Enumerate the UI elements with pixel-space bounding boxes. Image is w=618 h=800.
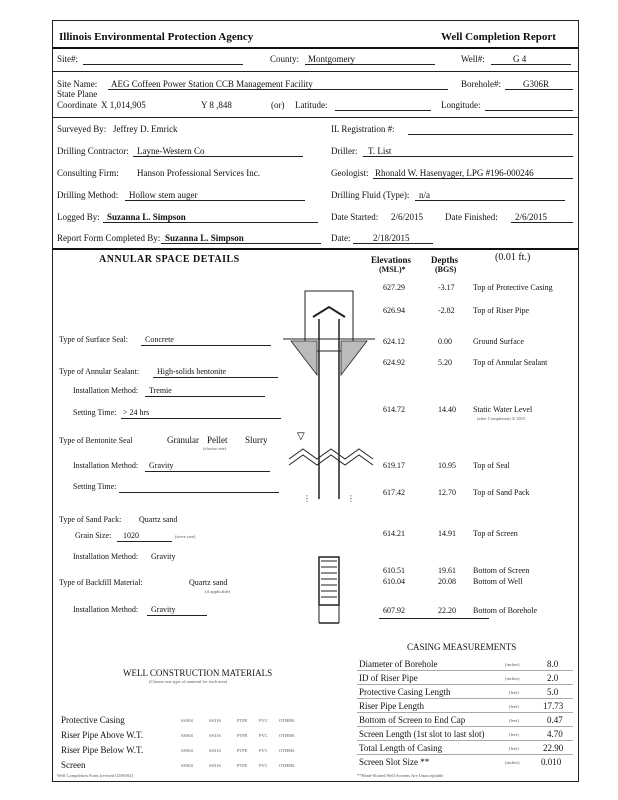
backfill-field[interactable]: Quartz sand [189,578,228,587]
row-desc: Bottom of Screen [473,566,530,575]
backfill-note: (if applicable) [205,589,231,594]
form-revision-note: Well Completion Form (revised 02/06/02) [57,773,133,778]
surveyed-field[interactable]: Jeffrey D. Emrick [113,124,178,134]
materials-option[interactable]: PTFE [237,748,248,753]
surface-seal-shape [291,341,317,375]
casing-row-unit: (feet) [509,718,519,723]
il-reg-label: IL Registration #: [331,124,395,134]
materials-subtitle: (Choose one type of material for each area) [149,679,228,684]
drilling-method-field[interactable]: Hollow stem auger [129,190,198,200]
logged-label: Logged By: [57,212,100,222]
setting-time-label: Setting Time: [73,408,117,417]
materials-option[interactable]: PTFE [237,718,248,723]
materials-option[interactable]: SS316 [209,763,221,768]
borehole-label: Borehole#: [461,79,501,89]
materials-row-label: Protective Casing [61,715,125,725]
materials-option[interactable]: PTFE [237,733,248,738]
county-field[interactable]: Montgomery [308,54,355,64]
il-reg-field[interactable] [408,134,573,135]
materials-option[interactable]: OTHER: [279,733,296,738]
depths-sub: (BGS) [435,265,457,274]
casing-row-value[interactable]: 5.0 [547,687,559,697]
geologist-field[interactable]: Rhonald W. Hasenyager, LPG #196-000246 [375,168,534,178]
row-desc: Top of Screen [473,529,518,538]
drilling-fluid-field[interactable]: n/a [419,190,430,200]
or-label: (or) [271,100,285,110]
casing-row-label: ID of Riser Pipe [359,673,418,683]
agency-name: Illinois Environmental Protection Agency [59,31,254,43]
section-divider [53,248,578,250]
casing-row-value[interactable]: 22.90 [543,743,564,753]
row-desc: Ground Surface [473,337,524,346]
grain-underline [117,541,172,542]
casing-row-unit: (feet) [509,690,519,695]
drilling-contractor-field[interactable]: Layne-Western Co [137,146,205,156]
driller-underline [363,156,573,157]
report-completed-field[interactable]: Suzanna L. Simpson [165,233,244,243]
materials-option[interactable]: PVC [259,763,268,768]
depth-value: 0.00 [438,337,452,346]
coords-y[interactable]: Y 8 ,848 [201,100,232,110]
row-desc: Top of Riser Pipe [473,306,530,315]
depth-value: 12.70 [438,488,456,497]
drilling-method-label: Drilling Method: [57,190,119,200]
installation-label: Installation Method: [73,605,139,614]
materials-option[interactable]: SS304 [181,763,193,768]
elev-value: 619.17 [383,461,405,470]
grain-label: Grain Size: [75,531,112,540]
depth-value: 20.08 [438,577,456,586]
bentonite-seal-label: Type of Bentonite Seal [59,436,133,445]
screen-shape [319,557,339,605]
casing-row-unit: (inches) [505,662,520,667]
drilling-contractor-label: Drilling Contractor: [57,146,129,156]
latitude-label: Latitude: [295,100,328,110]
break-line [289,449,373,459]
elev-value: 610.51 [383,566,405,575]
installation-underline [145,396,265,397]
setting-time-underline [121,418,281,419]
casing-row-unit: (inches) [505,676,520,681]
depth-value: 14.40 [438,405,456,414]
casing-row-label: Riser Pipe Length [359,701,424,711]
casing-title: CASING MEASUREMENTS [407,642,517,652]
elev-value: 624.92 [383,358,405,367]
materials-option[interactable]: PTFE [237,763,248,768]
casing-row-label: Total Length of Casing [359,743,443,753]
row-divider [53,117,578,118]
report-title: Well Completion Report [441,31,556,43]
well-diagram [283,289,375,629]
borehole-underline [505,89,573,90]
casing-row-value[interactable]: 0.010 [541,757,562,767]
elev-value: 614.72 [383,405,405,414]
date-finished-field[interactable]: 2/6/2015 [515,212,548,222]
logged-underline [103,222,318,223]
surveyed-label: Surveyed By: [57,124,107,134]
date-finished-label: Date Finished: [445,212,498,222]
elev-value: 614.21 [383,529,405,538]
depth-value: 14.91 [438,529,456,538]
row-desc: Bottom of Well [473,577,523,586]
materials-option[interactable]: SS304 [181,748,193,753]
depth-value: 19.61 [438,566,456,575]
site-label: Site#: [57,54,79,64]
setting-time-field-bentonite[interactable] [119,492,279,493]
annular-title: ANNULAR SPACE DETAILS [99,254,240,265]
drilling-fluid-underline [415,200,565,201]
date-underline [353,243,433,244]
casing-row-label: Screen Length (1st slot to last slot) [359,729,485,739]
materials-option[interactable]: SS304 [181,733,193,738]
casing-row-value[interactable]: 4.70 [547,729,563,739]
row-desc: Static Water Level [473,405,533,414]
longitude-label: Longitude: [441,100,481,110]
elev-value: 627.29 [383,283,405,292]
report-completed-underline [161,243,321,244]
casing-row-label: Screen Slot Size ** [359,757,430,767]
row-divider [53,71,578,72]
casing-row-value[interactable]: 2.0 [547,673,559,683]
annular-sealant-field[interactable]: High-solids bentonite [157,367,227,376]
row-desc: Top of Seal [473,461,510,470]
drilling-contractor-underline [133,156,303,157]
date-label: Date: [331,233,351,243]
casing-row-unit: (feet) [509,732,519,737]
drilling-method-underline [125,200,305,201]
depth-value: -2.82 [438,306,455,315]
casing-row-value[interactable]: 17.73 [543,701,564,711]
elevations-header: Elevations [371,255,412,265]
materials-option[interactable]: SS316 [209,733,221,738]
elevations-sub: (MSL)* [379,265,406,274]
annular-sealant-label: Type of Annular Sealant: [59,367,140,376]
sitename-label: Site Name: [57,79,98,89]
row-desc: Top of Annular Sealant [473,358,548,367]
installation-underline [145,471,270,472]
grain-field[interactable]: 1020 [123,531,139,540]
sitename-line2: State Plane [57,89,98,99]
bentonite-pellet-option[interactable]: Pellet [207,435,228,445]
installation-label: Installation Method: [73,386,139,395]
row-desc: Bottom of Borehole [473,606,537,615]
well-label: Well#: [461,54,485,64]
row-desc: Top of Sand Pack [473,488,530,497]
borehole-field[interactable]: G306R [523,79,550,89]
casing-row-value[interactable]: 8.0 [547,659,559,669]
well-cap-shape [313,307,345,317]
logged-field[interactable]: Suzanna L. Simpson [107,212,186,222]
date-started-label: Date Started: [331,212,379,222]
setting-time-label: Setting Time: [73,482,117,491]
installation-underline [147,615,207,616]
hand-slotted-note: **Hand-Slotted Well Screens Are Unacceptable [357,773,444,778]
well-field[interactable]: G 4 [513,54,527,64]
geologist-label: Geologist: [331,168,369,178]
grain-note: (sieve size) [175,534,196,539]
svg-text:⋮: ⋮ [347,494,355,503]
materials-option[interactable]: PVC [259,733,268,738]
casing-row-unit: (feet) [509,746,519,751]
swl-note: (after Completion) 3/ 2015 [477,416,526,421]
header-divider [53,47,578,49]
materials-row-label: Riser Pipe Above W.T. [61,730,144,740]
svg-text:⋮: ⋮ [303,494,311,503]
setting-time-field-sealant[interactable]: > 24 hrs [123,408,150,417]
depths-header: Depths [431,255,459,265]
elev-value: 624.12 [383,337,405,346]
date-finished-underline [511,222,573,223]
water-level-icon: ▽ [297,431,305,442]
depth-value: 5.20 [438,358,452,367]
driller-field[interactable]: T. List [368,146,392,156]
precision-note: (0.01 ft.) [495,252,531,263]
elev-value: 607.92 [383,606,405,615]
materials-title: WELL CONSTRUCTION MATERIALS [123,668,273,678]
drilling-fluid-label: Drilling Fluid (Type): [331,190,410,200]
installation-field-sand[interactable]: Gravity [151,552,176,561]
county-label: County: [270,54,300,64]
report-frame [52,20,579,782]
report-completed-label: Report Form Completed By: [57,233,161,243]
depth-value: -3.17 [438,283,455,292]
casing-row-label: Diameter of Borehole [359,659,438,669]
materials-option[interactable]: OTHER: [279,718,296,723]
materials-option[interactable]: OTHER: [279,763,296,768]
materials-row-label: Screen [61,760,86,770]
casing-row-unit: (inches) [505,760,520,765]
materials-option[interactable]: PVC [259,718,268,723]
installation-field-backfill[interactable]: Gravity [151,605,176,614]
coords-x[interactable]: X 1,014,905 [101,100,146,110]
driller-label: Driller: [331,146,358,156]
coords-label: Coordinate [57,100,97,110]
casing-row-label: Protective Casing Length [359,687,451,697]
geologist-underline [373,178,573,179]
sand-pack-field[interactable]: Quartz sand [139,515,178,524]
materials-option[interactable]: SS304 [181,718,193,723]
casing-row-unit: (feet) [509,704,519,709]
latitude-field[interactable] [335,110,431,111]
consulting-label: Consulting Firm: [57,168,119,178]
surface-seal-field[interactable]: Concrete [145,335,174,344]
choose-one-note: (choose one) [203,446,227,451]
bentonite-slurry-option[interactable]: Slurry [245,435,268,445]
elev-value: 610.04 [383,577,405,586]
bentonite-granular-option[interactable]: Granular [167,435,199,445]
date-started-field[interactable]: 2/6/2015 [391,212,424,222]
row-desc: Top of Protective Casing [473,283,553,292]
depth-value: 10.95 [438,461,456,470]
casing-row-value[interactable]: 0.47 [547,715,563,725]
materials-option[interactable]: SS316 [209,718,221,723]
elev-value: 617.42 [383,488,405,497]
backfill-label: Type of Backfill Material: [59,578,143,587]
sitename-underline [108,89,448,90]
installation-field-sealant[interactable]: Tremie [149,386,172,395]
installation-label: Installation Method: [73,461,139,470]
site-field[interactable] [83,64,243,65]
depth-value: 22.20 [438,606,456,615]
sitename-field[interactable]: AEG Coffeen Power Station CCB Management Facility [111,79,313,89]
annular-sealant-underline [153,377,278,378]
sand-pack-label: Type of Sand Pack: [59,515,122,524]
bottom-borehole-underline [379,618,489,619]
longitude-field[interactable] [485,110,573,111]
materials-option[interactable]: OTHER: [279,748,296,753]
materials-option[interactable]: PVC [259,748,268,753]
county-underline [305,64,435,65]
consulting-field[interactable]: Hanson Professional Services Inc. [137,168,260,178]
surface-seal-underline [141,345,271,346]
date-field[interactable]: 2/18/2015 [373,233,410,243]
installation-label: Installation Method: [73,552,139,561]
casing-row-label: Bottom of Screen to End Cap [359,715,466,725]
surface-seal-label: Type of Surface Seal: [59,335,128,344]
well-underline [491,64,571,65]
materials-option[interactable]: SS316 [209,748,221,753]
installation-field-bentonite[interactable]: Gravity [149,461,174,470]
elev-value: 626.94 [383,306,405,315]
materials-row-label: Riser Pipe Below W.T. [61,745,144,755]
